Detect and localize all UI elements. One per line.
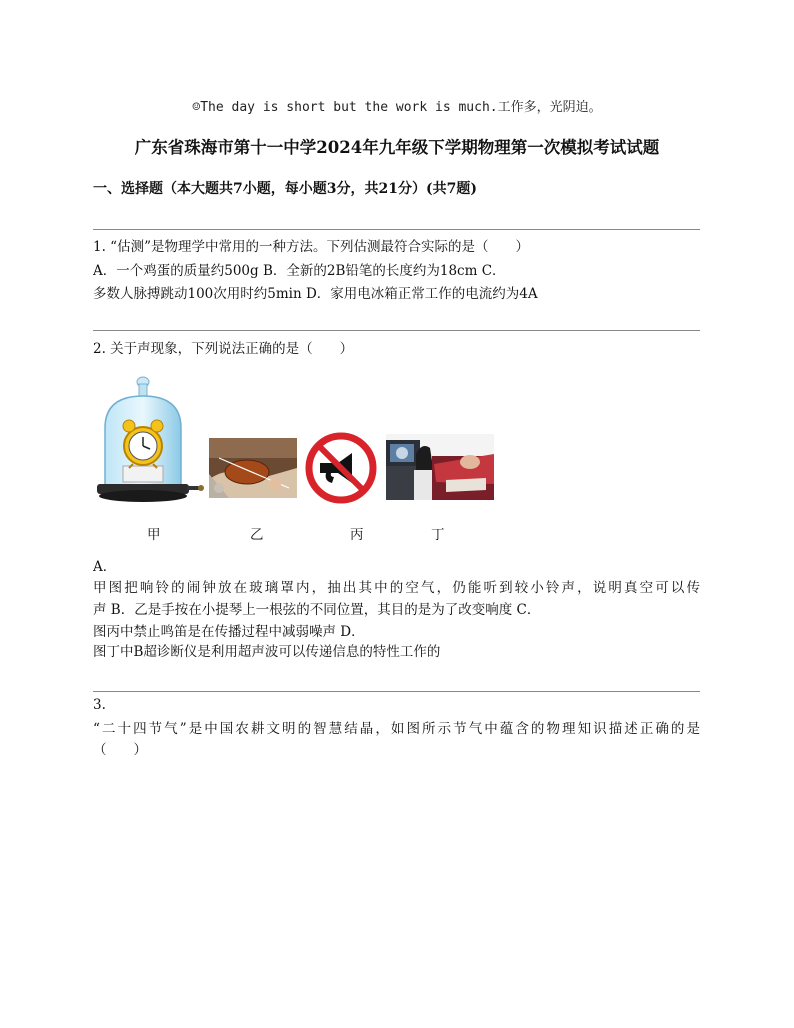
violin-playing-icon xyxy=(209,438,297,498)
q2-options-line-d: 图丁中B超诊断仪是利用超声波可以传递信息的特性工作的 xyxy=(93,644,441,660)
q3-stem: “二十四节气”是中国农耕文明的智慧结晶，如图所示节气中蕴含的物理知识描述正确的是 xyxy=(93,721,700,737)
q1-stem: 1. “估测”是物理学中常用的一种方法。下列估测最符合实际的是（ ） xyxy=(93,239,529,255)
page-title: 广东省珠海市第十一中学2024年九年级下学期物理第一次模拟考试试题 xyxy=(134,138,660,157)
bell-jar-alarm-clock-icon xyxy=(93,376,205,511)
q2-stem: 2. 关于声现象，下列说法正确的是（ ） xyxy=(93,341,354,357)
q2-option-a-label: A． xyxy=(93,559,117,575)
section-heading: 一、选择题（本大题共7小题，每小题3分，共21分）(共7题) xyxy=(93,181,477,197)
q3-number: 3. xyxy=(93,697,106,713)
question-divider xyxy=(93,691,700,692)
b-ultrasound-exam-icon xyxy=(386,434,494,500)
no-honking-sign-icon xyxy=(304,431,378,505)
figure-caption-yi: 乙 xyxy=(250,527,264,543)
question-divider xyxy=(93,330,700,331)
figure-caption-ding: 丁 xyxy=(431,527,445,543)
q2-options-line-b: 声 B．乙是手按在小提琴上一根弦的不同位置，其目的是为了改变响度 C． xyxy=(93,602,541,618)
figure-caption-bing: 丙 xyxy=(350,527,364,543)
q2-options-line-c: 图丙中禁止鸣笛是在传播过程中减弱噪声 D． xyxy=(93,624,365,640)
header-motto: ☺The day is short but the work is much.工作多，光阴迫。 xyxy=(192,100,602,115)
q3-blank: （ ） xyxy=(93,742,147,758)
question-divider xyxy=(93,229,700,230)
q2-figures xyxy=(93,376,513,516)
q1-options-line-2: 多数人脉搏跳动100次用时约5min D．家用电冰箱正常工作的电流约为4A xyxy=(93,286,538,302)
figure-caption-jia: 甲 xyxy=(147,527,161,543)
q2-option-a-text: 甲图把响铃的闹钟放在玻璃罩内，抽出其中的空气，仍能听到较小铃声，说明真空可以传 xyxy=(93,580,700,596)
q1-options-line-1: A．一个鸡蛋的质量约500g B．全新的2B铅笔的长度约为18cm C． xyxy=(93,263,506,279)
